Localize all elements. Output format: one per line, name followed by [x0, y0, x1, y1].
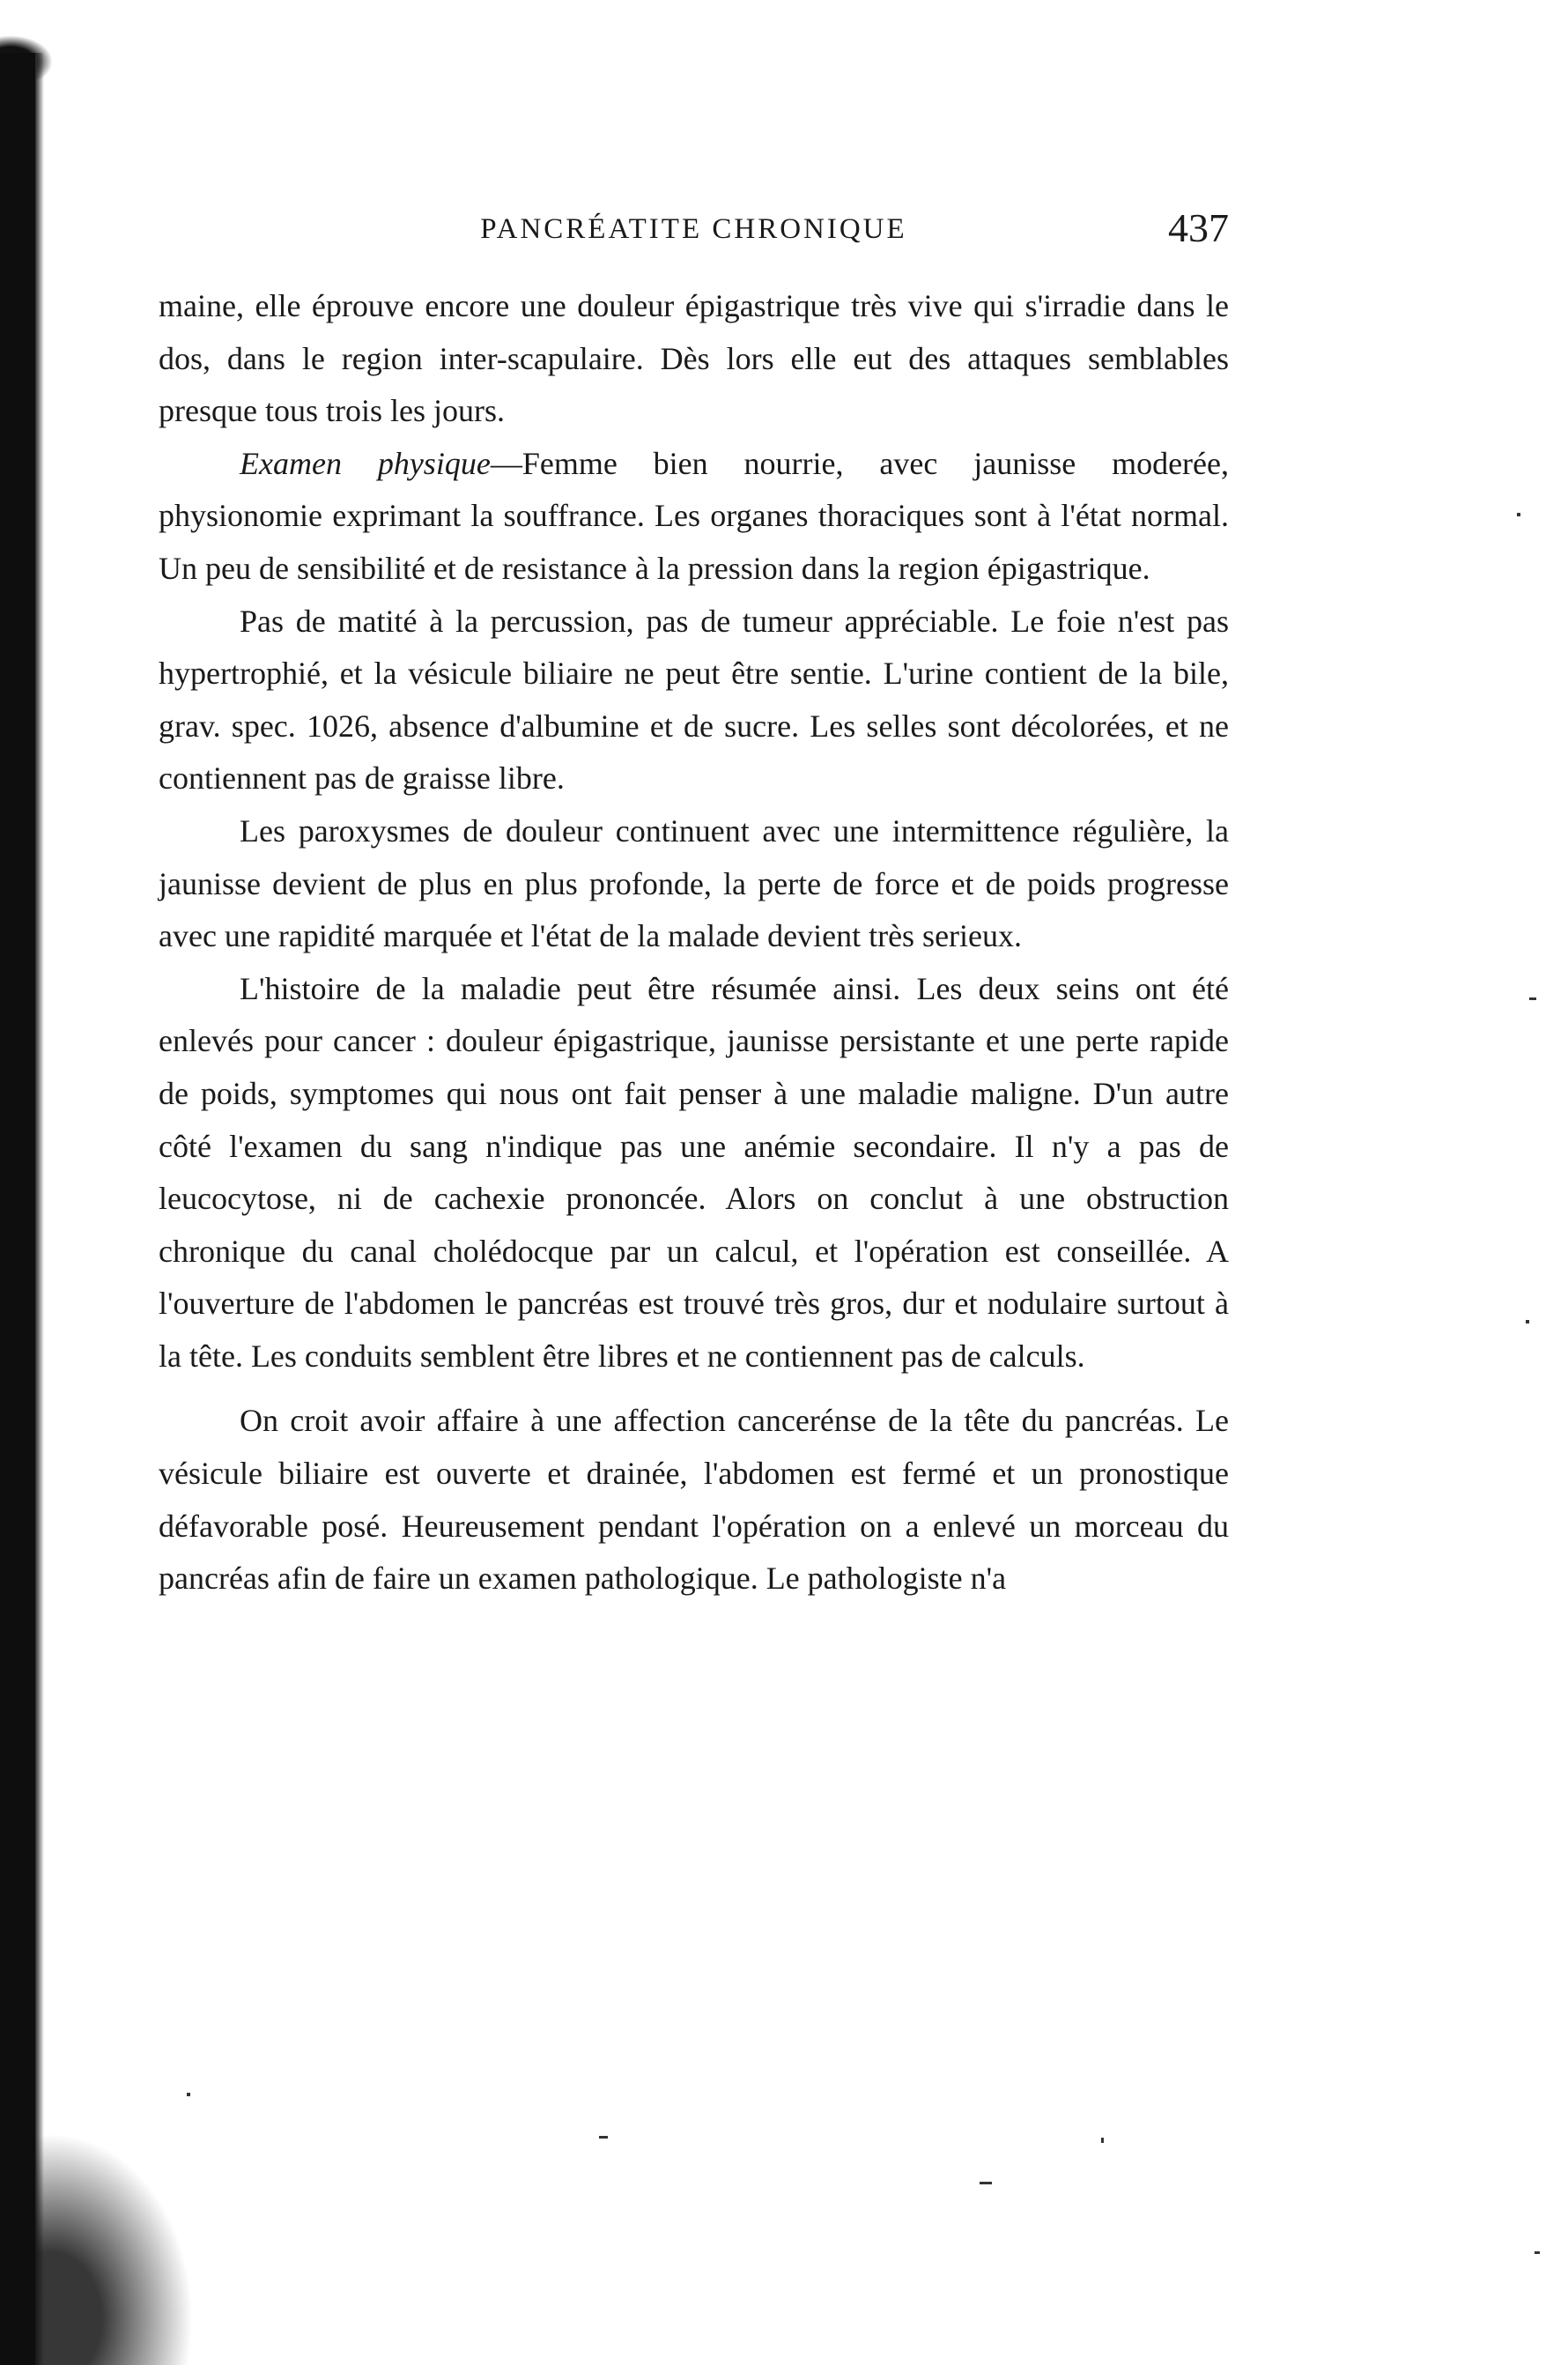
paragraph-text: Les paroxysmes de douleur continuent avec une intermittence régulière, la jaunisse devient de plus en plus profonde, la perte de force et de poids progresse avec une rapidité marquée et l'état de la malade devient très serieux. [159, 812, 1229, 954]
paragraph-physical-exam [159, 438, 1229, 596]
scan-speck [599, 2136, 608, 2139]
scan-speck [1529, 997, 1536, 1000]
book-spine-edge [35, 53, 44, 2365]
running-head-title: PANCRÉATITE CHRONIQUE [480, 213, 907, 245]
scan-speck [1101, 2138, 1104, 2143]
scan-speck [1535, 2251, 1540, 2254]
book-spine-bottom-smudge [35, 2132, 194, 2365]
paragraph-text: On croit avoir affaire à une affection cancerénse de la tête du pancréas. Le vésicule biliaire est ouverte et drainée, l'abdomen est fermé et un pronostique défavorable posé. Heureusement pendant l'opération on a enlevé un morceau du pancréas afin de faire un examen pathologique. Le pathologiste n'a [159, 1403, 1229, 1597]
paragraph-history [159, 963, 1229, 1383]
paragraph-lead-italic: Examen physique [240, 445, 491, 481]
body-text [159, 280, 1229, 1605]
running-head [159, 204, 1229, 257]
scan-speck [1526, 1320, 1529, 1323]
book-spine-shadow [0, 53, 35, 2365]
paragraph-text: L'histoire de la maladie peut être résumée ainsi. Les deux seins ont été enlevés pour cancer : douleur épigastrique, jaunisse persistante et une perte rapide de poids, symptomes qui nous ont fait penser à une maladie maligne. D'un autre côté l'examen du sang n'indique pas une anémie secondaire. Il n'y a pas de leucocytose, ni de cachexie prononcée. Alors on conclut à une obstruction chronique du canal cholédocque par un calcul, et l'opération est conseillée. A l'ouverture de l'abdomen le pancréas est trouvé très gros, dur et nodulaire surtout à la tête. Les conduits semblent être libres et ne contiennent pas de calculs. [159, 970, 1229, 1374]
paragraph-text: Pas de matité à la percussion, pas de tumeur appréciable. Le foie n'est pas hypertrophié, et la vésicule biliaire ne peut être sentie. L'urine contient de la bile, grav. spec. 1026, absence d'albumine et de sucre. Les selles sont décolorées, et ne contiennent pas de graisse libre. [159, 603, 1229, 797]
page-number: 437 [1168, 205, 1229, 250]
paragraph-text: maine, elle éprouve encore une douleur épigastrique très vive qui s'irradie dans le dos, dans le region inter-scapulaire. Dès lors elle eut des attaques semblables presque tous trois les jours. [159, 288, 1229, 429]
paragraph-percussion [159, 596, 1229, 805]
paragraph-text: —Femme bien nourrie, avec jaunisse moderée, physionomie exprimant la souffrance. Les organes thoraciques sont à l'état normal. Un peu de sensibilité et de resistance à la pression dans la region épigastrique. [159, 445, 1230, 586]
paragraph-paroxysms [159, 805, 1229, 963]
scan-speck [980, 2182, 992, 2184]
scan-speck [1517, 513, 1520, 516]
scan-speck [187, 2093, 190, 2096]
paragraph-diagnosis [159, 1395, 1229, 1605]
paragraph-continuation [159, 280, 1229, 438]
